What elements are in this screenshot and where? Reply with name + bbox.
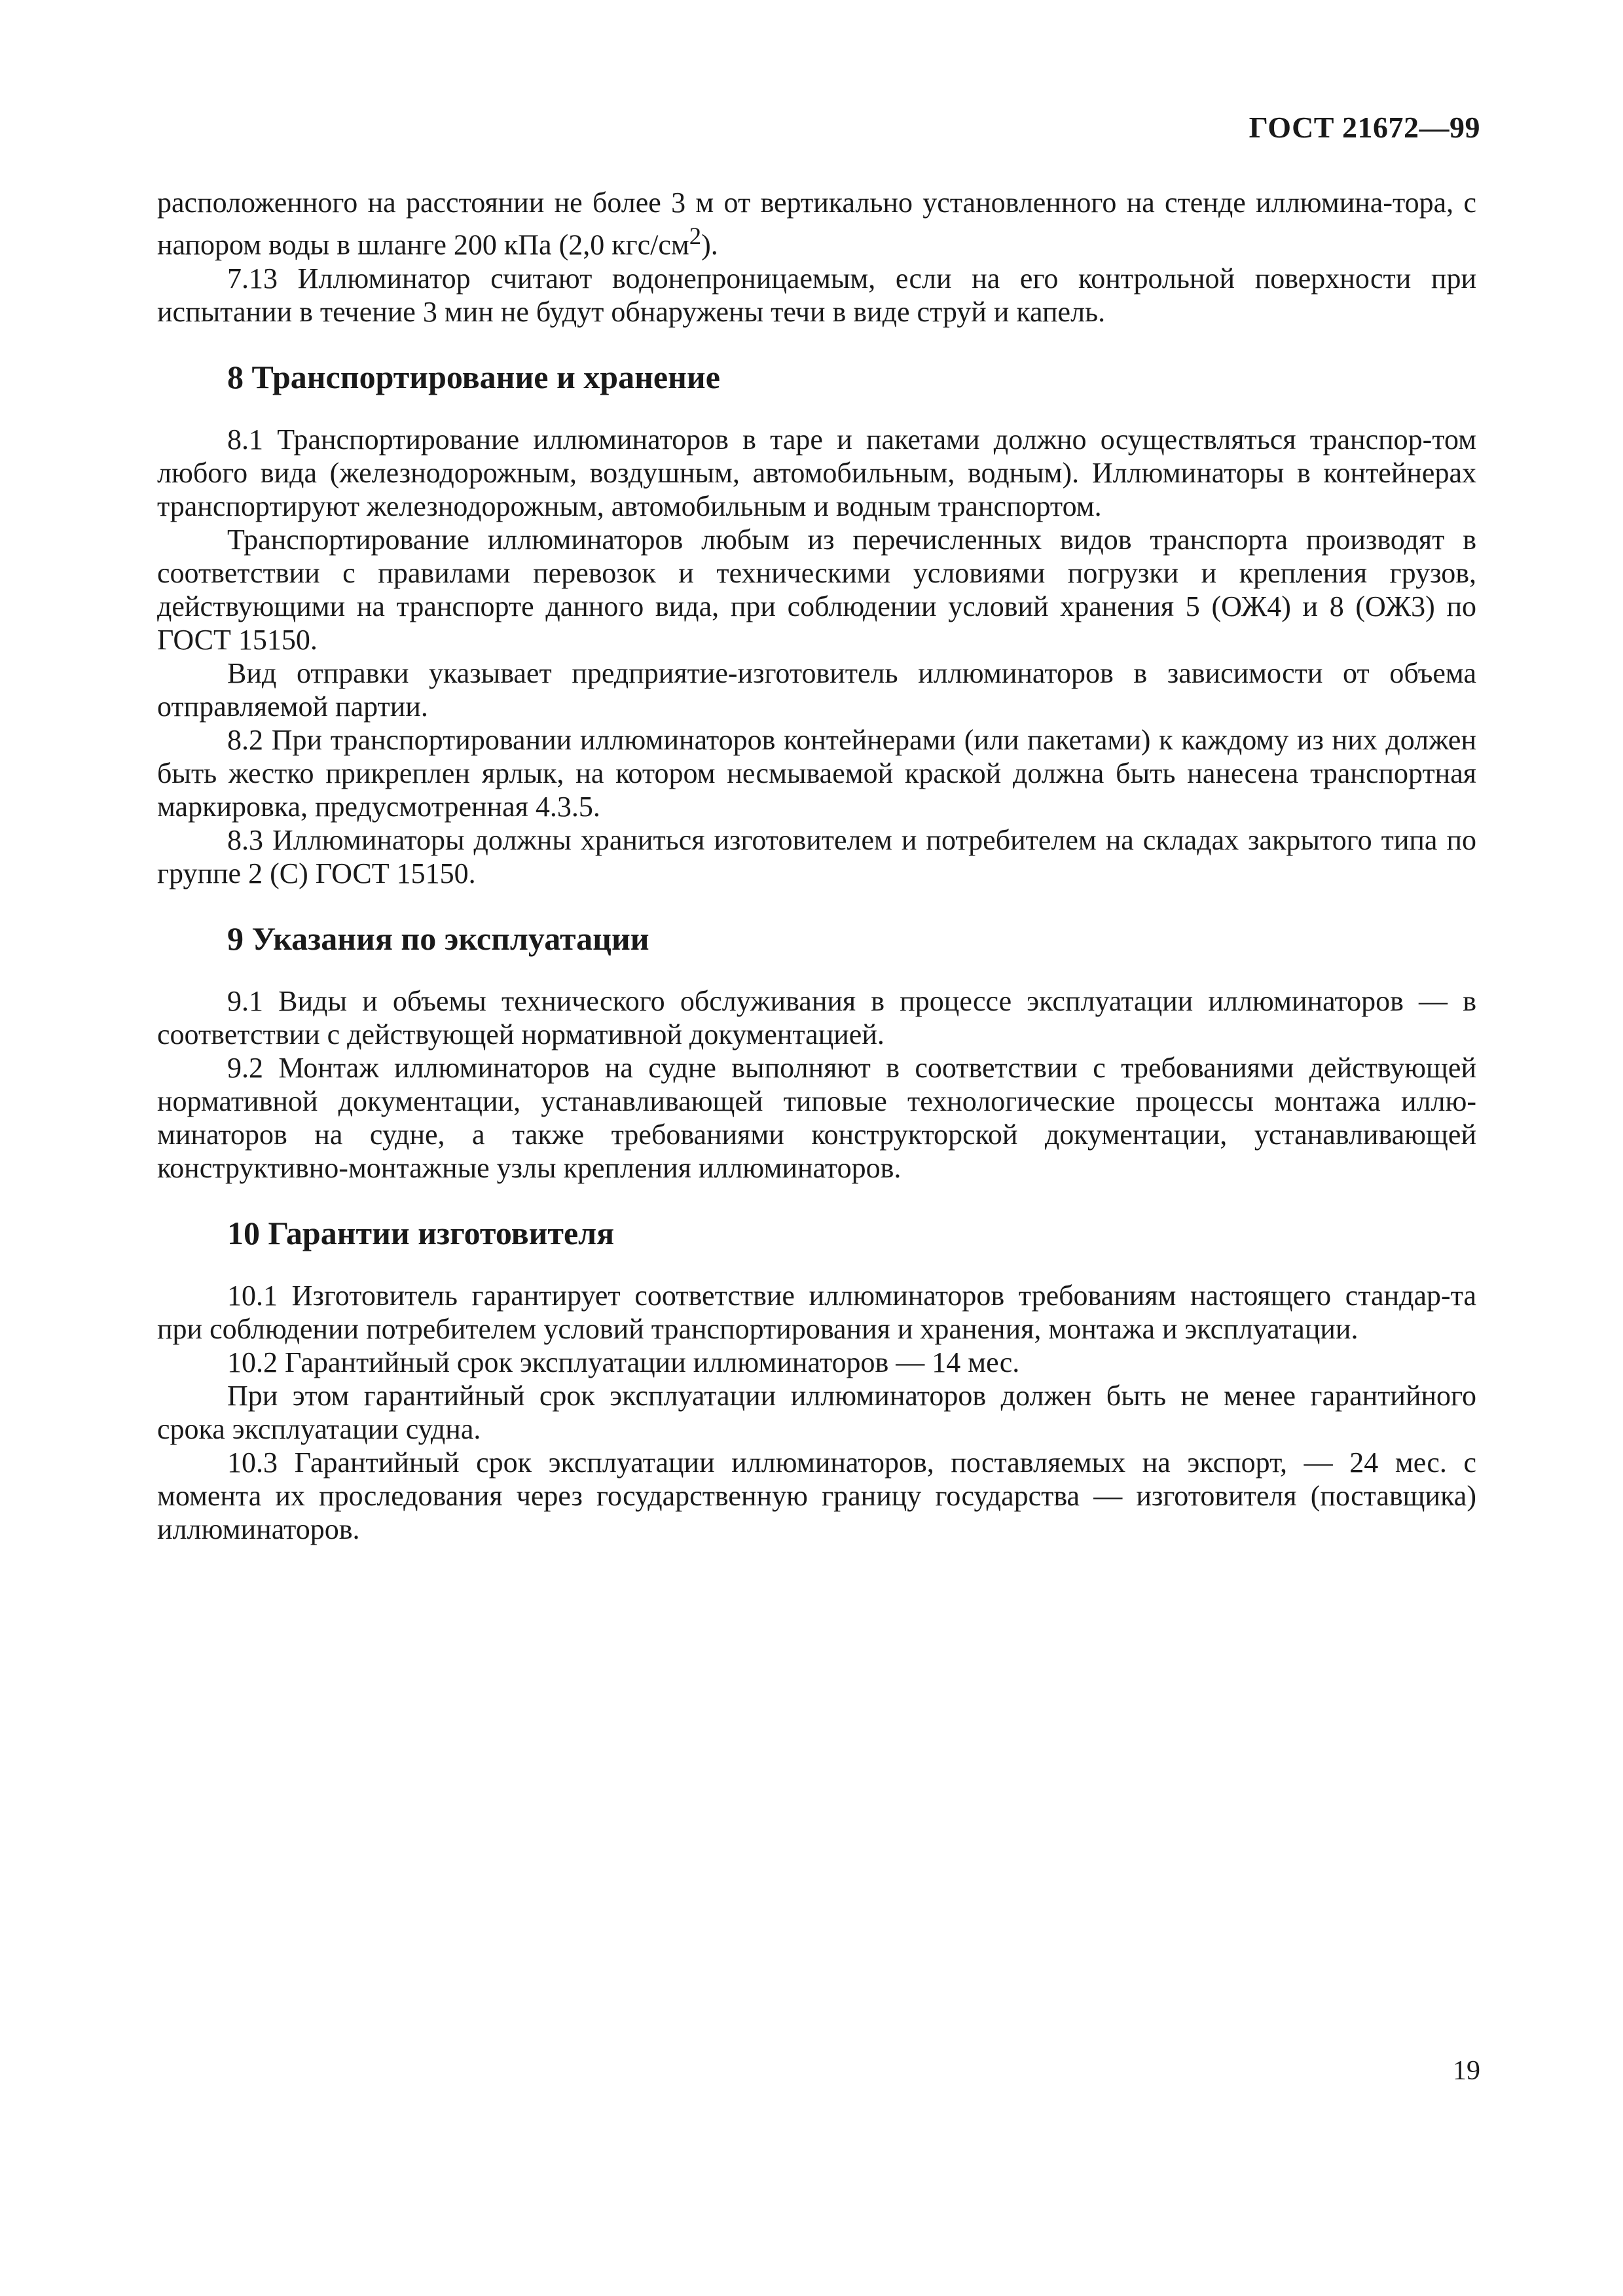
paragraph-10-2: 10.2 Гарантийный срок эксплуатации иллюминаторов — 14 мес. — [227, 1346, 1020, 1378]
section-heading-10: 10 Гарантии изготовителя — [227, 1214, 615, 1251]
paragraph-10-1: 10.1 Изготовитель гарантирует соответствие иллюминаторов требованиям настоящего стандар-та при соблюдении потребителем условий транспортирования и хранения, монтажа и эксплуатации. — [157, 1279, 1476, 1345]
paragraph-continuation-end: ). — [701, 228, 718, 261]
paragraph-8-2: 8.2 При транспортировании иллюминаторов контейнерами (или пакетами) к каждому из них должен быть жестко прикреплен ярлык, на котором несмываемой краской должна быть нанесена транспортная маркировка, предусмотренная 4.3.5. — [157, 723, 1476, 823]
page-number: 19 — [1453, 2056, 1480, 2086]
paragraph-10-3: 10.3 Гарантийный срок эксплуатации иллюминаторов, поставляемых на экспорт, — 24 мес. с момента их проследования через государственную границу государства — изготовителя (поставщика) иллюминаторов. — [157, 1446, 1476, 1545]
section-heading-8: 8 Транспортирование и хранение — [227, 358, 720, 395]
paragraph-8-1: 8.1 Транспортирование иллюминаторов в таре и пакетами должно осуществляться транспор-том любого вида (железнодорожным, воздушным, автомобильным, водным). Иллюминаторы в контейнерах транспортируют железнодорожным, автомобильным и водным транспортом. — [157, 423, 1476, 522]
paragraph-8-3: 8.3 Иллюминаторы должны храниться изготовителем и потребителем на складах закрытого типа по группе 2 (С) ГОСТ 15150. — [157, 823, 1476, 889]
paragraph-8-1-transport: Транспортирование иллюминаторов любым из перечисленных видов транспорта производят в соответствии с правилами перевозок и техническими условиями погрузки и крепления грузов, действующими на транспорте данного вида, при соблюдении условий хранения 5 (ОЖ4) и 8 (ОЖ3) по ГОСТ 15150. — [157, 523, 1476, 656]
section-heading-9: 9 Указания по эксплуатации — [227, 920, 649, 957]
document-code-header: ГОСТ 21672—99 — [1249, 111, 1480, 144]
paragraph-8-1-shipment: Вид отправки указывает предприятие-изготовитель иллюминаторов в зависимости от объема отправляемой партии. — [157, 656, 1476, 723]
paragraph-10-2-note: При этом гарантийный срок эксплуатации иллюминаторов должен быть не менее гарантийного срока эксплуатации судна. — [157, 1379, 1476, 1445]
document-body — [157, 186, 1476, 1546]
paragraph-9-2: 9.2 Монтаж иллюминаторов на судне выполняют в соответствии с требованиями действующей нормативной документации, устанавливающей типовые технологические процессы монтажа иллю-минаторов на судне, а также требованиями конструкторской документации, устанавливающей конструктивно-монтажные узлы крепления иллюминаторов. — [157, 1051, 1476, 1184]
paragraph-9-1: 9.1 Виды и объемы технического обслуживания в процессе эксплуатации иллюминаторов — в соответствии с действующей нормативной документацией. — [157, 984, 1476, 1050]
paragraph-7-13: 7.13 Иллюминатор считают водонепроницаемым, если на его контрольной поверхности при испытании в течение 3 мин не будут обнаружены течи в виде струй и капель. — [157, 262, 1476, 328]
paragraph-continuation — [157, 186, 1476, 262]
paragraph-continuation-text: расположенного на расстоянии не более 3 м от вертикально установленного на стенде иллюмина-тора, с напором воды в шланге 200 кПа (2,0 кгс/см — [157, 187, 1476, 261]
superscript-exponent: 2 — [689, 223, 702, 249]
